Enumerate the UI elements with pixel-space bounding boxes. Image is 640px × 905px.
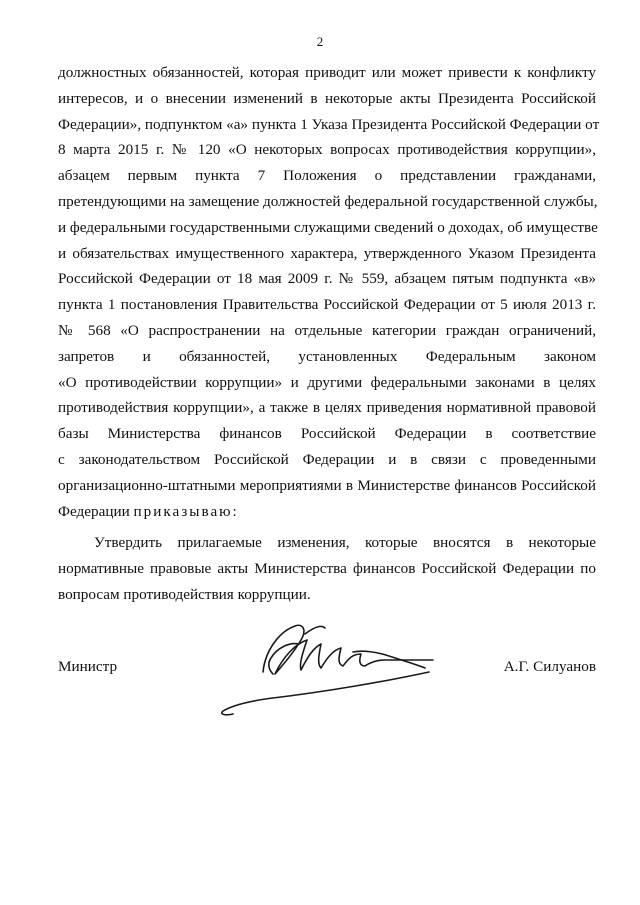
- paragraph-line: организационно-штатными мероприятиями в Министерстве финансов Российской: [58, 476, 596, 494]
- paragraph-line: с законодательством Российской Федерации и в связи с проведенными: [58, 450, 596, 468]
- paragraph-line: вопросам противодействия коррупции.: [58, 585, 311, 603]
- paragraph-line: запретов и обязанностей, установленных Федеральным законом: [58, 347, 596, 365]
- paragraph-line: интересов, и о внесении изменений в некоторые акты Президента Российской: [58, 89, 596, 107]
- paragraph-line: базы Министерства финансов Российской Федерации в соответствие: [58, 425, 596, 443]
- paragraph-last-prefix: Федерации: [58, 502, 134, 520]
- signature-block: [58, 612, 596, 722]
- paragraph-line: должностных обязанностей, которая приводит или может привести к конфликту: [58, 64, 596, 81]
- order-word: приказываю:: [133, 502, 239, 520]
- paragraph-line: Федерации», подпунктом «а» пункта 1 Указа Президента Российской Федерации от: [58, 115, 600, 133]
- paragraph-line: пункта 1 постановления Правительства Российской Федерации от 5 июля 2013 г.: [58, 296, 596, 314]
- paragraph-line: нормативные правовые акты Министерства финансов Российской Федерации по: [58, 560, 596, 578]
- paragraph-line: № 568 «О распространении на отдельные категории граждан ограничений,: [58, 321, 596, 339]
- signatory-title: Министр: [58, 658, 118, 675]
- paragraph-line: и обязательствах имущественного характера, утвержденного Указом Президента: [58, 244, 596, 262]
- paragraph-line: противодействия коррупции», а также в целях приведения нормативной правовой: [58, 399, 596, 417]
- handwritten-signature: [203, 612, 443, 722]
- paragraph-line: 8 марта 2015 г. № 120 «О некоторых вопросах противодействия коррупции»,: [58, 141, 596, 159]
- document-body: [58, 60, 600, 608]
- paragraph-line: Утвердить прилагаемые изменения, которые вносятся в некоторые: [94, 534, 596, 552]
- paragraph-line: абзацем первым пункта 7 Положения о представлении гражданами,: [58, 167, 596, 185]
- paragraph-line: претендующими на замещение должностей федеральной государственной службы,: [58, 192, 598, 210]
- page-number: 2: [316, 34, 324, 49]
- paragraph-line: «О противодействии коррупции» и другими федеральными законами в целях: [58, 373, 596, 391]
- paragraph-line: и федеральными государственными служащими сведений о доходах, об имуществе: [58, 218, 598, 236]
- paragraph-line: [58, 499, 596, 525]
- paragraph-line: Российской Федерации от 18 мая 2009 г. № 559, абзацем пятым подпункта «в»: [58, 270, 596, 288]
- signatory-name: А.Г. Силуанов: [503, 658, 596, 675]
